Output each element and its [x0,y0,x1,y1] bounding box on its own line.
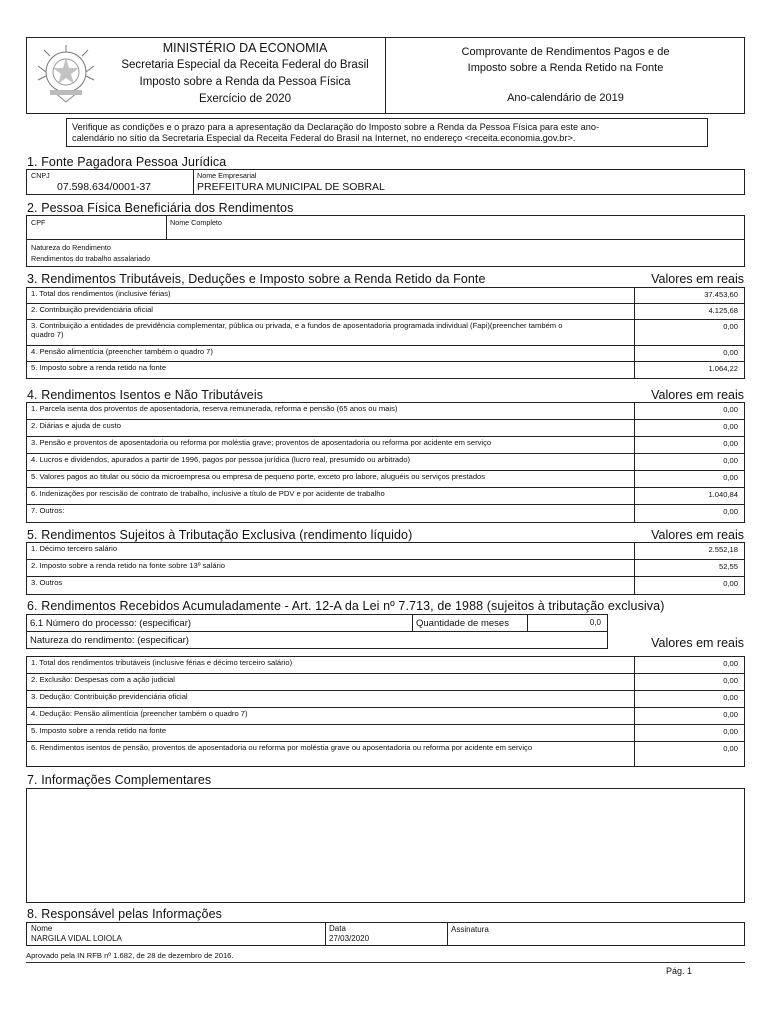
row-description: 3. Outros [31,578,63,587]
section-1-box [26,169,745,195]
responsible-box [26,922,745,946]
responsible-name-value: NARGILA VIDAL LOIOLA [31,934,122,943]
row-description: 1. Total dos rendimentos tributáveis (inclusive férias e décimo terceiro salário) [31,658,293,667]
row-description: 1. Total dos rendimentos (inclusive férias) [31,289,171,298]
table-row [27,304,744,320]
section-3-values-header: Valores em reais [651,272,744,286]
header-left-text [110,40,380,108]
coat-of-arms-emblem [36,44,96,106]
company-name-label: Nome Empresarial [197,171,257,180]
table-row [27,742,744,766]
section-5-table [26,542,745,595]
row-description: 3. Contribuição a entidades de previdência complementar, pública ou privada, e a fundos de aposentadoria programada individual (Fapi)(preencher também o quadro 7) [31,321,563,339]
row-description: 2. Exclusão: Despesas com a ação judicial [31,675,175,684]
section-3-table [26,287,745,379]
row-amount: 0,00 [634,346,744,361]
table-row [27,437,744,454]
cnpj-label: CNPJ [31,171,50,180]
row-description: 6. Indenizações por rescisão de contrato de trabalho, inclusive a título de PDV e por acidente de trabalho [31,489,385,498]
section-6-values-header: Valores em reais [651,636,744,650]
cnpj-value: 07.598.634/0001-37 [57,181,152,193]
row-amount: 1.064,22 [634,362,744,378]
section-1-title: 1. Fonte Pagadora Pessoa Jurídica [27,155,227,169]
responsible-name-label: Nome [31,924,53,933]
table-row [27,674,744,691]
row-amount: 0,00 [634,437,744,453]
tax-name: Imposto sobre a Renda da Pessoa Física [139,76,351,88]
table-row [27,454,744,471]
section-5-values-header: Valores em reais [651,528,744,542]
nature-label: Natureza do rendimento: (especificar) [30,635,189,646]
table-row [27,657,744,674]
section-6-table [26,656,745,767]
row-amount: 0,00 [634,691,744,707]
secretariat-name: Secretaria Especial da Receita Federal do Brasil [121,59,369,71]
row-amount: 0,00 [634,454,744,470]
row-amount: 0,00 [634,657,744,673]
row-description: 5. Imposto sobre a renda retido na fonte [31,363,167,372]
table-row [27,403,744,420]
row-amount: 0,00 [634,577,744,594]
row-amount: 0,00 [634,708,744,724]
row-amount: 0,00 [634,505,744,522]
row-amount: 0,00 [634,320,744,345]
responsible-divider-1 [325,923,326,945]
table-row [27,708,744,725]
notice-line-1: Verifique as condições e o prazo para a apresentação da Declaração do Imposto sobre a Renda da Pessoa Física para este ano- [72,122,600,132]
table-row [27,420,744,437]
section-2-vdivider [166,216,167,239]
row-amount: 52,55 [634,560,744,576]
doc-title-line-2: Imposto sobre a Renda Retido na Fonte [467,62,664,74]
footer-rule [26,962,745,963]
date-value: 27/03/2020 [329,934,370,943]
table-row [27,725,744,742]
table-row [27,543,744,560]
page-number: Pág. 1 [665,966,692,976]
income-nature-label: Natureza do Rendimento [31,243,111,252]
complementary-info-box [26,788,745,903]
notice-box [66,118,708,147]
date-label: Data [329,924,346,933]
doc-title-line-1: Comprovante de Rendimentos Pagos e de [461,46,670,58]
cpf-label: CPF [31,218,46,227]
table-row [27,505,744,522]
section-6-title: 6. Rendimentos Recebidos Acumuladamente - Art. 12-A da Lei nº 7.713, de 1988 (sujeitos à tributação exclusiva) [27,599,665,613]
row-amount: 37.453,60 [634,288,744,303]
signature-label: Assinatura [451,925,489,934]
section-8-title: 8. Responsável pelas Informações [27,907,222,921]
row-amount: 1.040,84 [634,488,744,504]
row-description: 5. Imposto sobre a renda retido na fonte [31,726,167,735]
section-5-title: 5. Rendimentos Sujeitos à Tributação Exclusiva (rendimento líquido) [27,528,413,542]
table-row [27,488,744,505]
row-amount: 4.125,68 [634,304,744,319]
ministry-title: MINISTÉRIO DA ECONOMIA [162,41,328,55]
row-amount: 2.552,18 [634,543,744,559]
section-2-box [26,215,745,267]
table-row [27,288,744,304]
months-label: Quantidade de meses [416,618,509,629]
section-2-title: 2. Pessoa Física Beneficiária dos Rendimentos [27,201,294,215]
row-amount: 0,00 [634,742,744,766]
income-nature-value: Rendimentos do trabalho assalariado [31,254,151,263]
table-row [27,471,744,488]
row-description: 2. Contribuição previdenciária oficial [31,305,153,314]
row-description: 6. Rendimentos isentos de pensão, proventos de aposentadoria ou reforma por moléstia grave ou aposentadoria ou reforma por acidente em serviço [31,743,533,752]
exercise-year: Exercício de 2020 [198,93,292,105]
table-row [27,577,744,594]
section-4-values-header: Valores em reais [651,388,744,402]
section-6-nature-box [26,631,608,649]
section-4-title: 4. Rendimentos Isentos e Não Tributáveis [27,388,264,402]
responsible-divider-2 [447,923,448,945]
calendar-year: Ano-calendário de 2019 [507,92,624,104]
table-row [27,362,744,378]
row-description: 1. Décimo terceiro salário [31,544,118,553]
row-description: 1. Parcela isenta dos proventos de aposentadoria, reserva remunerada, reforma e pensão (65 anos ou mais) [31,404,398,413]
process-number-label: 6.1 Número do processo: (especificar) [30,618,192,629]
notice-line-2: calendário no sítio da Secretaria Especial da Receita Federal do Brasil na Internet, no endereço <receita.economia.gov.br>. [72,133,576,143]
row-amount: 0,00 [634,725,744,741]
company-name-value: PREFEITURA MUNICIPAL DE SOBRAL [197,181,385,193]
process-divider-2 [527,615,528,631]
row-amount: 0,00 [634,420,744,436]
section-2-hdivider [27,239,744,240]
row-description: 4. Dedução: Pensão alimentícia (preencher também o quadro 7) [31,709,248,718]
row-description: 2. Imposto sobre a renda retido na fonte sobre 13º salário [31,561,226,570]
table-row [27,691,744,708]
table-row [27,320,744,346]
months-value: 0,0 [589,618,601,627]
header-right-text [386,44,745,106]
section-7-title: 7. Informações Complementares [27,773,212,787]
section-3-title: 3. Rendimentos Tributáveis, Deduções e Imposto sobre a Renda Retido da Fonte [27,272,486,286]
row-description: 3. Dedução: Contribuição previdenciária oficial [31,692,188,701]
row-description: 4. Lucros e dividendos, apurados a partir de 1996, pagos por pessoa jurídica (lucro real, presumido ou arbitrado) [31,455,411,464]
full-name-label: Nome Completo [170,218,222,227]
row-description: 5. Valores pagos ao titular ou sócio da microempresa ou empresa de pequeno porte, exceto pro labore, aluguéis ou serviços prestados [31,472,486,481]
row-description: 2. Diárias e ajuda de custo [31,421,121,430]
row-description: 4. Pensão alimentícia (preencher também o quadro 7) [31,347,213,356]
process-divider-1 [412,615,413,631]
section-1-divider [193,170,194,194]
row-amount: 0,00 [634,471,744,487]
row-amount: 0,00 [634,403,744,419]
table-row [27,560,744,577]
section-4-table [26,402,745,523]
row-description: 3. Pensão e proventos de aposentadoria ou reforma por moléstia grave; proventos de aposentadoria ou reforma por acidente em serviço [31,438,492,447]
row-description: 7. Outros: [31,506,65,515]
row-amount: 0,00 [634,674,744,690]
section-6-process-box [26,614,608,632]
table-row [27,346,744,362]
approval-text: Aprovado pela IN RFB nº 1.682, de 28 de dezembro de 2016. [26,951,234,960]
